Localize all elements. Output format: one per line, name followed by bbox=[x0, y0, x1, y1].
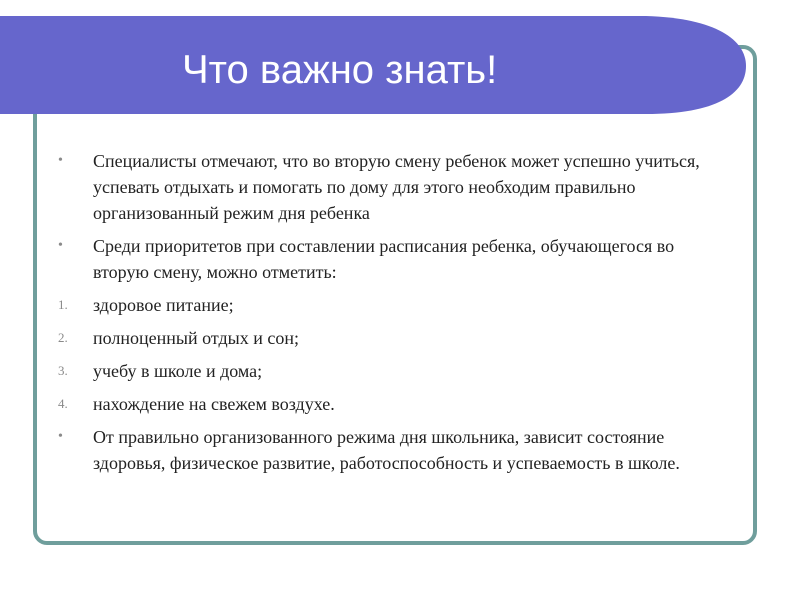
bullet-marker: • bbox=[58, 238, 63, 253]
numbered-item-fresh-air bbox=[58, 391, 728, 417]
numbered-item-text: здоровое питание; bbox=[93, 295, 234, 315]
number-marker: 2. bbox=[58, 330, 68, 345]
numbered-item-text: полноценный отдых и сон; bbox=[93, 328, 300, 348]
bullet-item-text: От правильно организованного режима дня школьника, зависит состояние здоровья, физическое развитие, работоспособность и успеваемость в школе. bbox=[93, 427, 680, 473]
number-marker: 4. bbox=[58, 396, 68, 411]
bullet-marker: • bbox=[58, 429, 63, 444]
bullet-item-text: Среди приоритетов при составлении расписания ребенка, обучающегося во вторую смену, можно отметить: bbox=[93, 236, 675, 282]
numbered-item-study bbox=[58, 358, 728, 384]
slide-title: Что важно знать! bbox=[182, 48, 498, 92]
numbered-item-rest bbox=[58, 325, 728, 351]
number-marker: 1. bbox=[58, 297, 68, 312]
number-marker: 3. bbox=[58, 363, 68, 378]
bullet-item-priorities bbox=[58, 233, 728, 285]
numbered-item-nutrition bbox=[58, 292, 728, 318]
bullet-item-specialists bbox=[58, 148, 728, 226]
slide-body-list bbox=[58, 148, 728, 483]
bullet-item-daily-routine bbox=[58, 424, 728, 476]
numbered-item-text: нахождение на свежем воздухе. bbox=[93, 394, 335, 414]
bullet-marker: • bbox=[58, 153, 63, 168]
numbered-item-text: учебу в школе и дома; bbox=[93, 361, 263, 381]
bullet-item-text: Специалисты отмечают, что во вторую смену ребенок может успешно учиться, успевать отдыхать и помогать по дому для этого необходим правильно организованный режим дня ребенка bbox=[93, 151, 700, 223]
